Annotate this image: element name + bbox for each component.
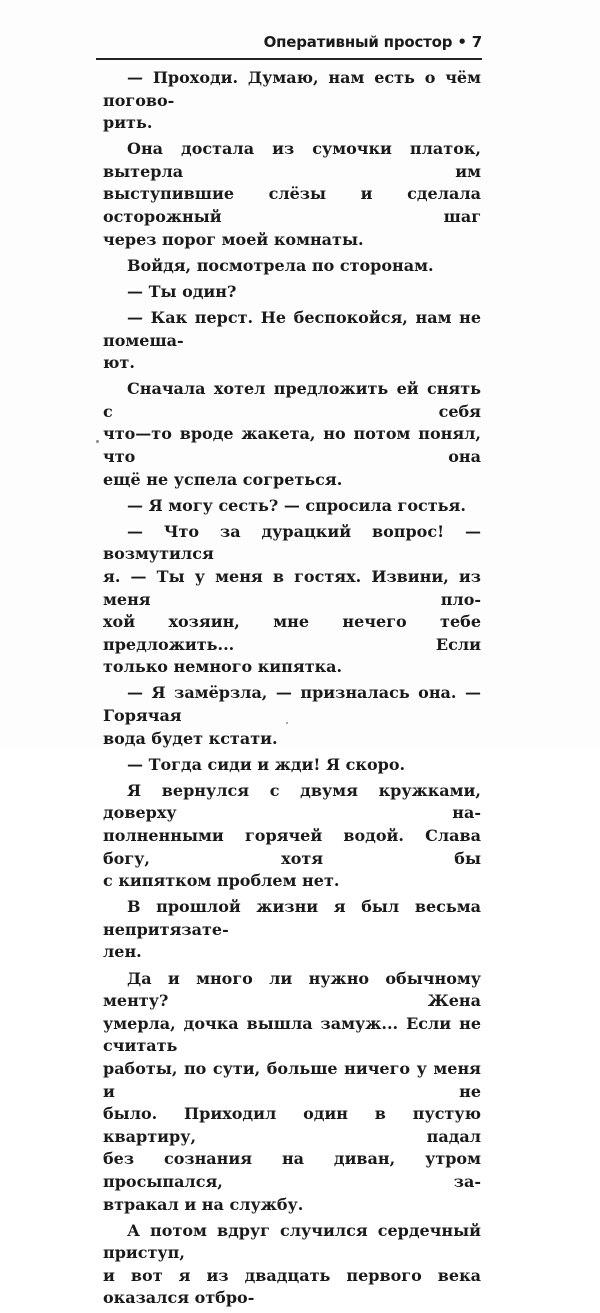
text-line: втракал и на службу. bbox=[103, 1194, 304, 1214]
text-line: ещё не успела согреться. bbox=[103, 469, 343, 489]
text-line: лен. bbox=[103, 942, 142, 962]
paragraph bbox=[103, 968, 481, 1217]
paragraph bbox=[103, 378, 481, 491]
paragraph bbox=[103, 255, 481, 278]
text-line: В прошлой жизни я был весьма непритязате- bbox=[103, 897, 481, 939]
text-line: — Проходи. Думаю, нам есть о чём погово- bbox=[103, 68, 481, 110]
paragraph bbox=[103, 682, 481, 750]
text-line: Войдя, посмотрела по сторонам. bbox=[127, 255, 434, 275]
text-line: Она достала из сумочки платок, вытерла им bbox=[103, 139, 481, 181]
text-line: через порог моей комнаты. bbox=[103, 229, 364, 249]
paragraph bbox=[103, 754, 481, 777]
text-line: хой хозяин, мне нечего тебе предложить... Если bbox=[103, 612, 481, 654]
text-line: — Как перст. Не беспокойся, нам не помеша- bbox=[103, 307, 481, 350]
paragraph bbox=[103, 307, 481, 375]
running-header: Оперативный простор • 7 bbox=[263, 33, 482, 51]
text-line: — Что за дурацкий вопрос! — возмутился bbox=[103, 521, 481, 564]
paragraph bbox=[103, 67, 481, 135]
text-line: Сначала хотел предложить ей снять с себя bbox=[103, 379, 481, 421]
text-line: А потом вдруг случился сердечный приступ, bbox=[103, 1220, 481, 1263]
paragraph bbox=[103, 138, 481, 251]
text-line: выступившие слёзы и сделала осторожный шаг bbox=[103, 184, 481, 227]
paragraph bbox=[103, 495, 481, 518]
paragraph bbox=[103, 281, 481, 304]
text-line: я. — Ты у меня в гостях. Извини, из меня пло- bbox=[103, 566, 481, 609]
paragraph bbox=[103, 896, 481, 964]
text-line: вода будет кстати. bbox=[103, 728, 278, 748]
text-line: что—то вроде жакета, но потом понял, что она bbox=[103, 424, 481, 466]
text-line: — Тогда сиди и жди! Я скоро. bbox=[127, 754, 406, 774]
text-line: — Ты один? bbox=[127, 281, 237, 301]
text-line: работы, по сути, больше ничего у меня и не bbox=[103, 1058, 481, 1101]
text-line: — Я могу сесть? — спросила гостья. bbox=[127, 495, 466, 515]
text-line: рить. bbox=[103, 113, 153, 133]
text-line: полненными горячей водой. Слава богу, хотя бы bbox=[103, 826, 481, 868]
text-line: умерла, дочка вышла замуж... Если не считать bbox=[103, 1013, 481, 1056]
text-line: только немного кипятка. bbox=[103, 657, 343, 677]
paragraph bbox=[103, 780, 481, 893]
print-speck bbox=[286, 722, 288, 724]
text-line: без сознания на диван, утром просыпался, за- bbox=[103, 1149, 481, 1191]
text-line: — Я замёрзла, — призналась она. — Горячая bbox=[103, 683, 481, 726]
text-line: Я вернулся с двумя кружками, доверху на- bbox=[103, 780, 481, 823]
text-line: ют. bbox=[103, 353, 135, 373]
text-line: с кипятком проблем нет. bbox=[103, 871, 340, 891]
paragraph bbox=[103, 1220, 481, 1310]
body-text bbox=[103, 67, 481, 1313]
text-line: Да и много ли нужно обычному менту? Жена bbox=[103, 968, 481, 1011]
text-line: было. Приходил один в пустую квартиру, падал bbox=[103, 1104, 481, 1146]
header-rule bbox=[96, 58, 482, 60]
paragraph bbox=[103, 521, 481, 679]
text-line: и вот я из двадцать первого века оказался отбро- bbox=[103, 1265, 481, 1308]
print-speck bbox=[96, 440, 99, 443]
